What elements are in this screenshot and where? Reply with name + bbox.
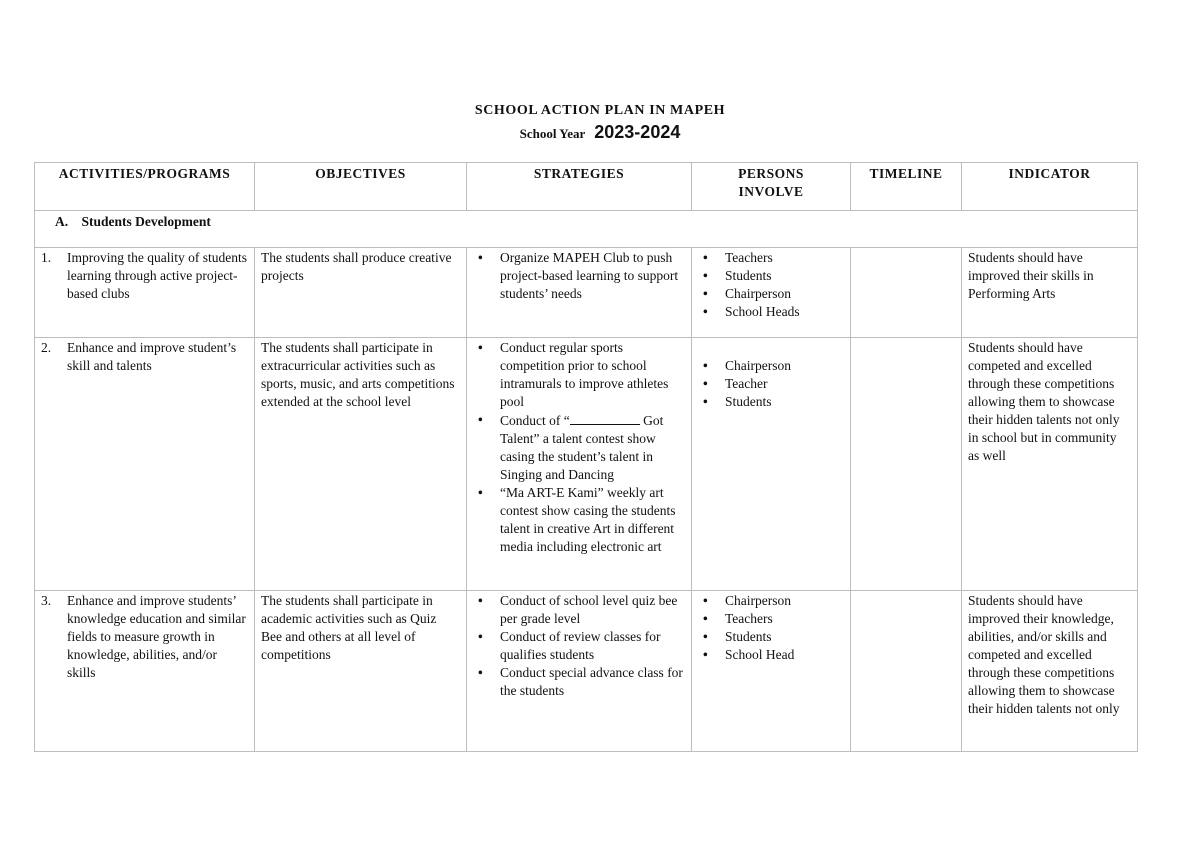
indicator-text: Students should have competed and excelled through these competitions allowing them to showcase their hidden talents not only in school but in community as well xyxy=(962,338,1138,591)
strategy-item: • Conduct regular sports competition prior to school intramurals to improve athletes pool xyxy=(473,339,685,411)
table-row xyxy=(35,591,1138,752)
table-row xyxy=(35,338,1138,591)
objective-text: The students shall participate in academic activities such as Quiz Bee and others at all level of competitions xyxy=(255,591,467,752)
strategy-list xyxy=(473,339,685,556)
indicator-text: Students should have improved their skills in Performing Arts xyxy=(962,248,1138,338)
strategy-item: • Organize MAPEH Club to push project-based learning to support students’ needs xyxy=(473,249,685,303)
person-item: • Students xyxy=(698,393,844,411)
person-item: • Teachers xyxy=(698,610,844,628)
row-number: 2. xyxy=(41,340,52,355)
section-title: Students Development xyxy=(81,214,211,229)
row-number: 1. xyxy=(41,250,52,265)
row-number: 3. xyxy=(41,593,52,608)
column-header: STRATEGIES xyxy=(467,163,692,211)
person-item: • Students xyxy=(698,628,844,646)
strategy-item: • Conduct special advance class for the students xyxy=(473,664,685,700)
school-year-label: School Year xyxy=(519,126,586,141)
person-item: • Teachers xyxy=(698,249,844,267)
persons-list xyxy=(698,249,844,321)
document-title: SCHOOL ACTION PLAN IN MAPEH xyxy=(474,103,726,118)
objective-text: The students shall participate in extracurricular activities such as sports, music, and arts competitions extended at the school level xyxy=(255,338,467,591)
person-item: • Teacher xyxy=(698,375,844,393)
objective-text: The students shall produce creative projects xyxy=(255,248,467,338)
activity-text: Improving the quality of students learning through active project-based clubs xyxy=(67,250,247,301)
person-item: • School Heads xyxy=(698,303,844,321)
person-item: • Chairperson xyxy=(698,285,844,303)
person-item: • Chairperson xyxy=(698,357,844,375)
strategy-item: • Conduct of school level quiz bee per grade level xyxy=(473,592,685,628)
strategy-item: • Conduct of review classes for qualifies students xyxy=(473,628,685,664)
strategy-text: Got Talent” a talent contest show casing the student’s talent in Singing and Dancing xyxy=(500,413,664,482)
column-header: OBJECTIVES xyxy=(255,163,467,211)
strategy-text: Conduct of “ xyxy=(500,413,570,428)
table-row xyxy=(35,248,1138,338)
strategy-item xyxy=(473,411,685,484)
strategy-list xyxy=(473,249,685,303)
timeline-cell xyxy=(851,338,962,591)
blank-line xyxy=(570,411,640,425)
strategy-item: • “Ma ART-E Kami” weekly art contest show casing the students talent in creative Art in different media including electronic art xyxy=(473,484,685,556)
column-header: PERSONS INVOLVE xyxy=(692,163,851,211)
persons-list xyxy=(698,592,844,664)
strategy-list xyxy=(473,592,685,700)
column-header: TIMELINE xyxy=(851,163,962,211)
timeline-cell xyxy=(851,591,962,752)
person-item: • School Head xyxy=(698,646,844,664)
action-plan-table xyxy=(34,162,1138,752)
activity-text: Enhance and improve students’ knowledge education and similar fields to measure growth in knowledge, abilities, and/or skills xyxy=(67,593,246,680)
table-header-row xyxy=(35,163,1138,211)
activity-text: Enhance and improve student’s skill and talents xyxy=(67,340,237,373)
person-item: • Students xyxy=(698,267,844,285)
column-header: INDICATOR xyxy=(962,163,1138,211)
person-item: • Chairperson xyxy=(698,592,844,610)
school-year-line xyxy=(0,122,1200,143)
timeline-cell xyxy=(851,248,962,338)
persons-list xyxy=(698,357,844,411)
column-header: ACTIVITIES/PROGRAMS xyxy=(35,163,255,211)
section-row xyxy=(35,211,1138,248)
indicator-text: Students should have improved their knowledge, abilities, and/or skills and competed and excelled through these competitions allowing them to showcase their hidden talents not only xyxy=(962,591,1138,752)
section-marker: A. xyxy=(55,214,69,229)
school-year-value: 2023-2024 xyxy=(594,122,681,142)
